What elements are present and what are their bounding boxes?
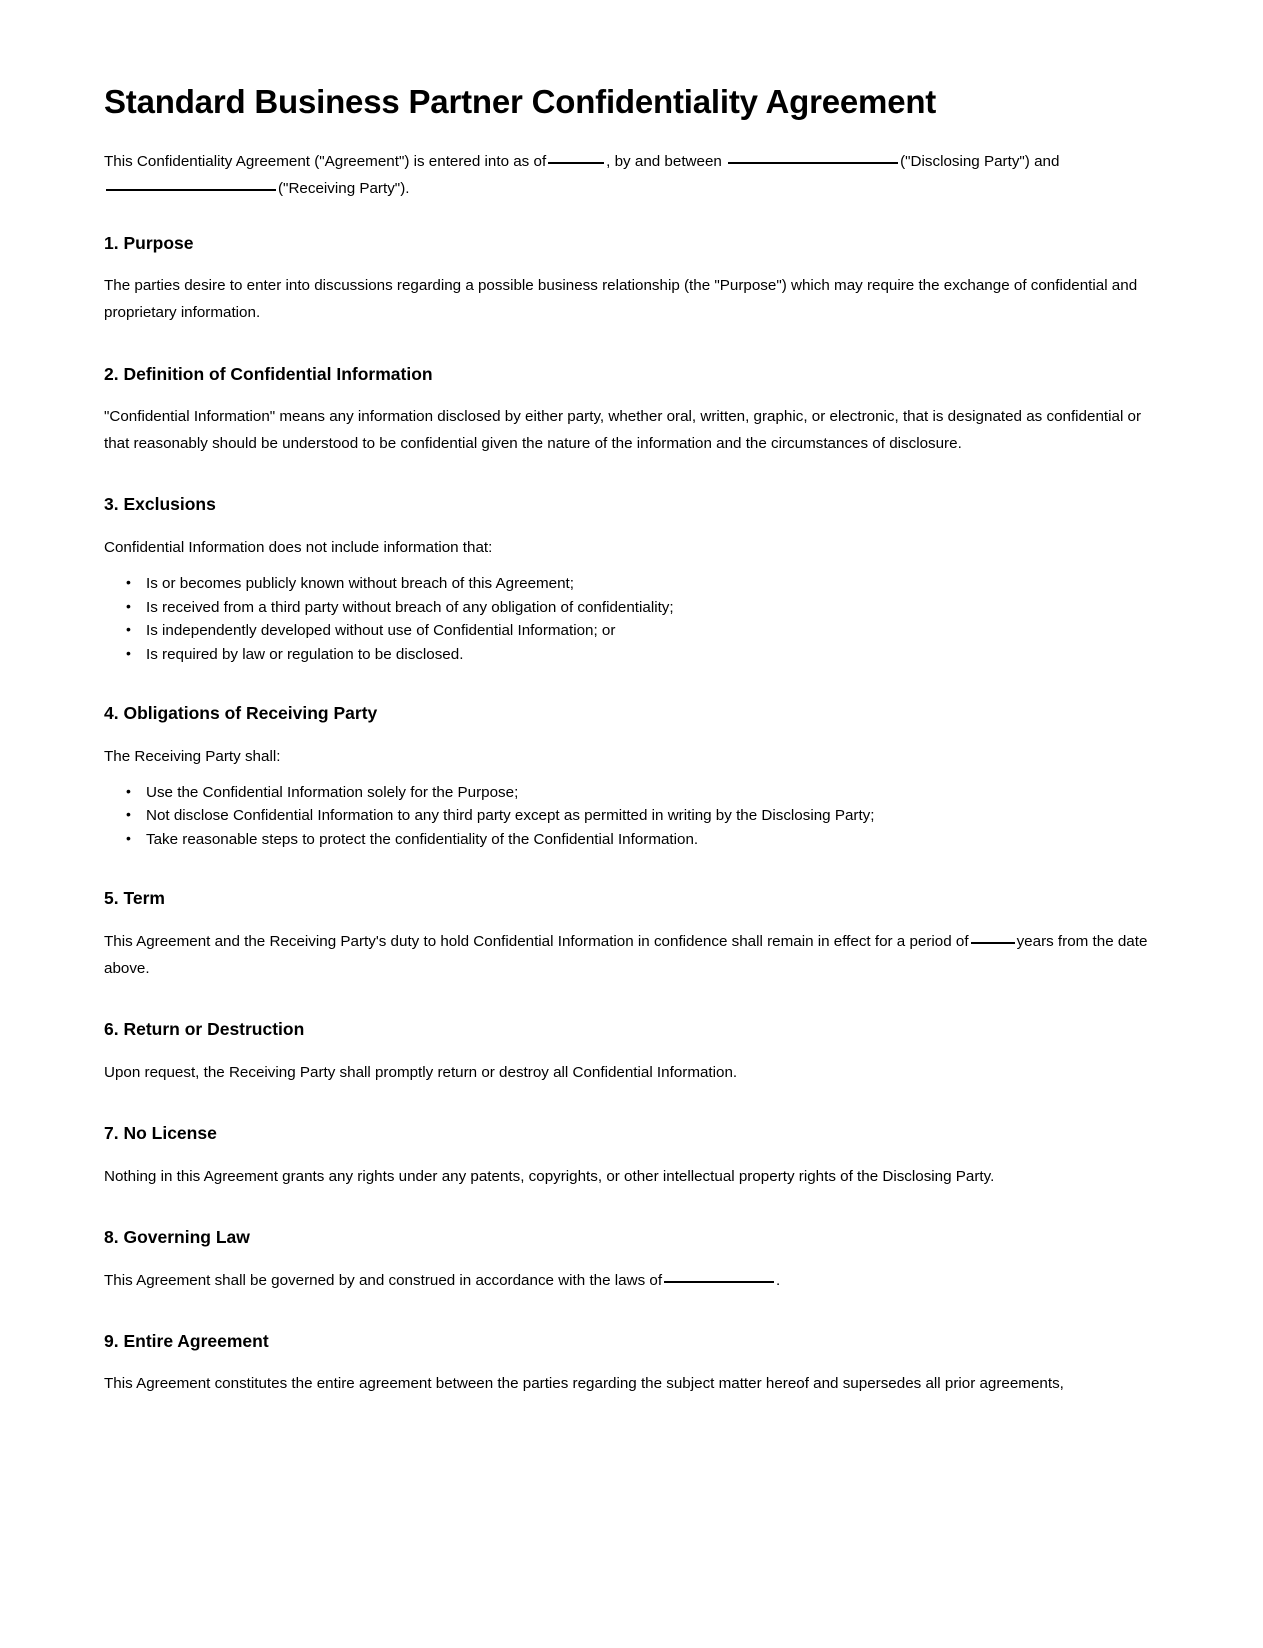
intro-text-part-4: ("Receiving Party"). (278, 179, 410, 197)
page-title: Standard Business Partner Confidentiality Agreement (104, 83, 937, 120)
agreement-intro-paragraph (104, 148, 1164, 202)
list-item: • Is required by law or regulation to be disclosed. (144, 644, 1167, 667)
section-heading-entire-agreement: 9. Entire Agreement (104, 1330, 269, 1351)
section-definition (104, 363, 1167, 458)
section-governing-law (104, 1226, 1167, 1294)
term-text-part-1: This Agreement and the Receiving Party's duty to hold Confidential Information in confidence shall remain in effect for a period of (104, 933, 969, 951)
section-heading-term: 5. Term (104, 888, 165, 909)
term-years-blank[interactable] (971, 942, 1015, 944)
exclusions-list (104, 573, 1167, 666)
section-heading-no-license: 7. No License (104, 1123, 217, 1144)
list-item: • Not disclose Confidential Information to any third party except as permitted in writing by the Disclosing Party; (144, 805, 1167, 828)
section-heading-purpose: 1. Purpose (104, 232, 194, 253)
list-item: • Is received from a third party without breach of any obligation of confidentiality; (144, 597, 1167, 620)
section-body-no-license: Nothing in this Agreement grants any rights under any patents, copyrights, or other intellectual property rights of the Disclosing Party. (104, 1167, 995, 1185)
governing-law-text-part-1: This Agreement shall be governed by and construed in accordance with the laws of (104, 1271, 663, 1289)
section-body-purpose: The parties desire to enter into discussions regarding a possible business relationship (the "Purpose") which may require the exchange of confidential and proprietary information. (104, 277, 1138, 322)
governing-law-text-part-2: . (776, 1271, 781, 1289)
section-body-obligations: The Receiving Party shall: (104, 747, 281, 765)
section-term (104, 887, 1167, 982)
section-purpose (104, 232, 1167, 327)
list-item: • Take reasonable steps to protect the confidentiality of the Confidential Information. (144, 829, 1167, 852)
receiving-party-blank[interactable] (106, 189, 276, 191)
section-body-return-destruction: Upon request, the Receiving Party shall promptly return or destroy all Confidential Information. (104, 1064, 738, 1082)
section-heading-governing-law: 8. Governing Law (104, 1226, 250, 1247)
section-heading-return-destruction: 6. Return or Destruction (104, 1019, 305, 1040)
section-body-definition: "Confidential Information" means any information disclosed by either party, whether oral, written, graphic, or electronic, that is designated as confidential or that reasonably should be understood to be confidential given the nature of the information and the circumstances of disclosure. (104, 408, 1142, 453)
intro-text-part-2: , by and between (606, 152, 722, 170)
section-heading-obligations: 4. Obligations of Receiving Party (104, 703, 378, 724)
section-return-destruction (104, 1018, 1167, 1086)
list-item: • Is or becomes publicly known without breach of this Agreement; (144, 573, 1167, 596)
section-heading-definition: 2. Definition of Confidential Information (104, 363, 433, 384)
section-body-entire-agreement: This Agreement constitutes the entire agreement between the parties regarding the subject matter hereof and supersedes all prior agreements, (104, 1375, 1064, 1393)
section-body-governing-law (104, 1267, 1167, 1294)
section-entire-agreement (104, 1330, 1167, 1398)
section-obligations (104, 702, 1167, 851)
intro-text-part-3: ("Disclosing Party") and (900, 152, 1060, 170)
section-exclusions (104, 493, 1167, 666)
governing-law-state-blank[interactable] (664, 1281, 774, 1283)
section-body-term (104, 928, 1167, 982)
disclosing-party-blank[interactable] (728, 162, 898, 164)
term-text-part-2: years from the date above. (104, 933, 1148, 978)
effective-date-blank[interactable] (548, 162, 604, 164)
section-no-license (104, 1122, 1167, 1190)
intro-text-part-1: This Confidentiality Agreement ("Agreement") is entered into as of (104, 152, 547, 170)
section-body-exclusions: Confidential Information does not include information that: (104, 539, 493, 557)
obligations-list (104, 782, 1167, 852)
list-item: • Is independently developed without use of Confidential Information; or (144, 620, 1167, 643)
list-item: • Use the Confidential Information solely for the Purpose; (144, 782, 1167, 805)
section-heading-exclusions: 3. Exclusions (104, 494, 216, 515)
